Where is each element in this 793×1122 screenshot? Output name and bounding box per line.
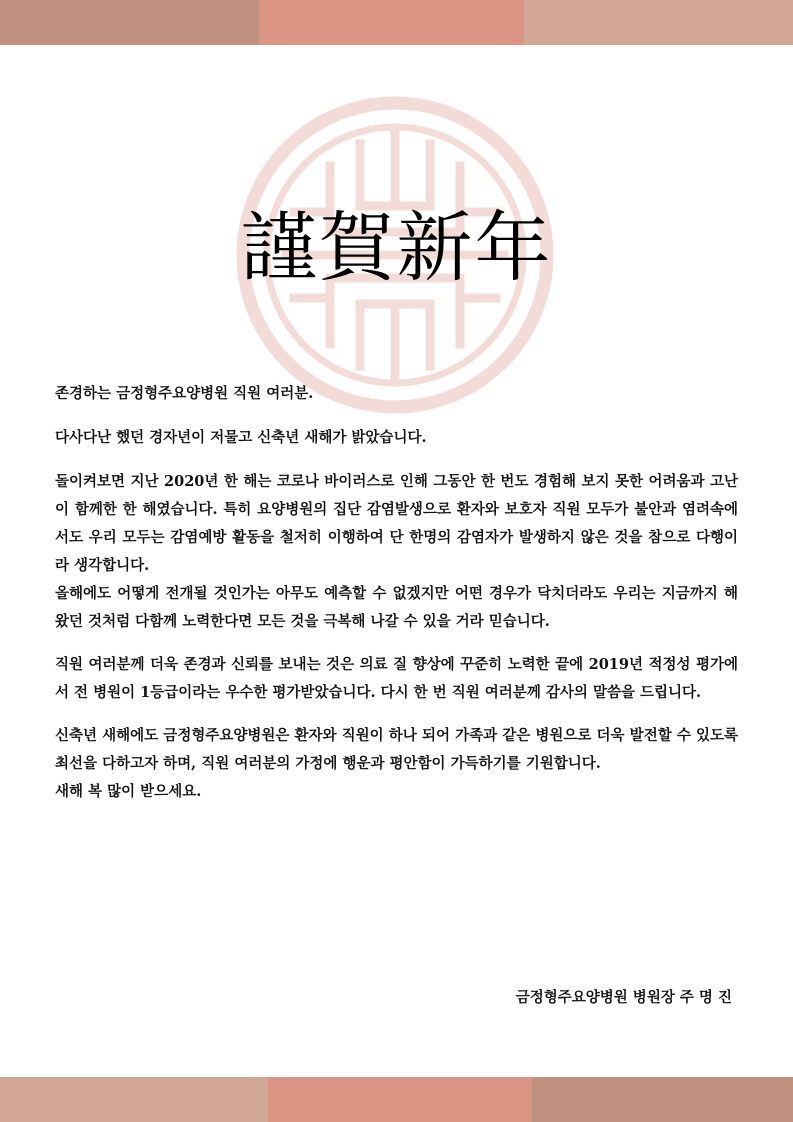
letter-greeting: 존경하는 금정형주요양병원 직원 여러분. xyxy=(55,385,314,402)
new-year-title: 謹賀新年 xyxy=(240,203,553,292)
top-band-segment-1 xyxy=(0,0,259,45)
top-band-segment-3 xyxy=(524,0,793,45)
letter-paragraph-4: 신축년 새해에도 금정형주요양병원은 환자와 직원이 하나 되어 가족과 같은 병원으로 더욱 발전할 수 있도록 최선을 다하고자 하며, 직원 여러분의 가정에 행운과 평안함이 가득하기를 기원합니다. xyxy=(55,727,738,772)
bottom-band-segment-2 xyxy=(268,1077,532,1122)
letter-paragraph-2: 올해에도 어떻게 전개될 것인가는 아무도 예측할 수 없겠지만 어떤 경우가 닥치더라도 우리는 지금까지 해 왔던 것처럼 다함께 노력한다면 모든 것을 극복해 나갈 수 있을 거라 믿습니다. xyxy=(55,585,738,630)
letter-paragraph-1: 돌이켜보면 지난 2020년 한 해는 코로나 바이러스로 인해 그동안 한 번도 경험해 보지 못한 어려움과 고난이 함께한 한 해였습니다. 특히 요양병원의 집단 감염발생으로 환자와 보호자 직원 모두가 불안과 염려속에서도 우리 모두는 감염예방 활동을 철저히 이행하여 단 한명의 감염자가 발생하지 않은 것을 참으로 다행이라 생각합니다. xyxy=(55,473,738,574)
top-decorative-band xyxy=(0,0,793,45)
top-band-segment-2 xyxy=(259,0,524,45)
letter-closing: 새해 복 많이 받으세요. xyxy=(55,783,202,800)
letter-paragraph-3: 직원 여러분께 더욱 존경과 신뢰를 보내는 것은 의료 질 향상에 꾸준히 노력한 끝에 2019년 적정성 평가에서 전 병원이 1등급이라는 우수한 평가받았습니다. 다시 한 번 직원 여러분께 감사의 말씀을 드립니다. xyxy=(55,656,738,701)
bottom-decorative-band xyxy=(0,1077,793,1122)
bottom-band-segment-3 xyxy=(532,1077,793,1122)
letter-body xyxy=(55,380,738,806)
bottom-band-segment-1 xyxy=(0,1077,268,1122)
letter-opening-line: 다사다난 했던 경자년이 저물고 신축년 새해가 밝았습니다. xyxy=(55,429,427,446)
letter-signature: 금정형주요양병원 병원장 주 명 진 xyxy=(515,989,732,1006)
